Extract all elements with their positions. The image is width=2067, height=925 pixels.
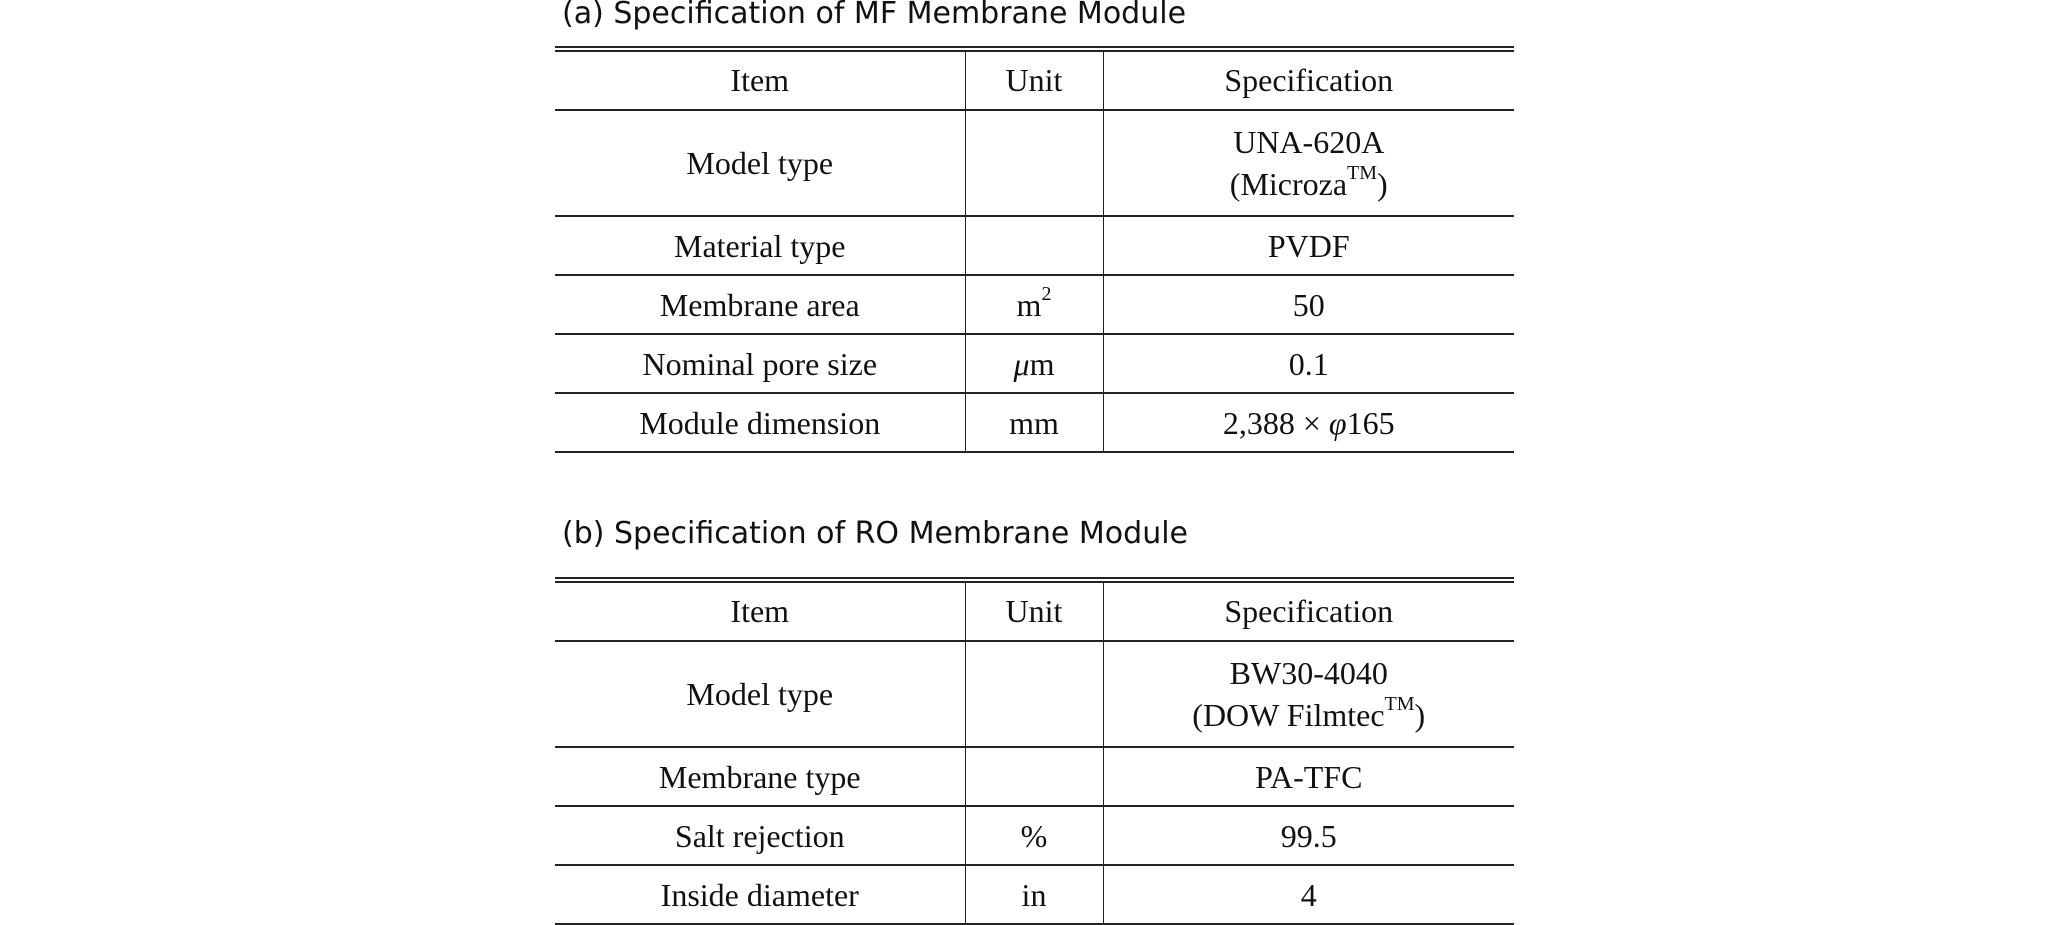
cell-item: Model type: [555, 641, 965, 747]
header-unit: Unit: [965, 49, 1103, 110]
cell-item: Inside diameter: [555, 865, 965, 924]
cell-unit: [965, 216, 1103, 275]
cell-specification: 2,388 × φ165: [1103, 393, 1514, 452]
table-row: [555, 393, 1514, 452]
cell-specification: 50: [1103, 275, 1514, 334]
table-row: [555, 641, 1514, 747]
spec-line-2: (DOW Filmtec™): [1192, 693, 1426, 733]
cell-item: Nominal pore size: [555, 334, 965, 393]
ro-membrane-spec-table: [555, 577, 1514, 925]
cell-unit: in: [965, 865, 1103, 924]
micro-symbol: μ: [1013, 345, 1030, 382]
table-header-row: [555, 49, 1514, 110]
unit-exponent: 2: [1041, 282, 1052, 305]
cell-item: Salt rejection: [555, 806, 965, 865]
table-row: [555, 865, 1514, 924]
table-row: [555, 110, 1514, 216]
cell-specification: PVDF: [1103, 216, 1514, 275]
cell-specification: [1103, 641, 1514, 747]
cell-item: Membrane type: [555, 747, 965, 806]
header-specification: Specification: [1103, 49, 1514, 110]
spec-line-1: UNA-620A: [1233, 124, 1385, 160]
spec-line-2: (Microza™): [1229, 162, 1388, 202]
cell-unit: μm: [965, 334, 1103, 393]
cell-unit: $m^2$: [965, 275, 1103, 334]
cell-unit: [965, 641, 1103, 747]
table-row: [555, 275, 1514, 334]
cell-item: Material type: [555, 216, 965, 275]
cell-specification: PA-TFC: [1103, 747, 1514, 806]
cell-specification: [1103, 110, 1514, 216]
table-row: [555, 216, 1514, 275]
table-b-caption: (b) Specification of RO Membrane Module: [562, 516, 1189, 551]
header-item: Item: [555, 580, 965, 641]
table-row: [555, 334, 1514, 393]
cell-unit: [965, 110, 1103, 216]
trademark-superscript: TM: [1347, 162, 1378, 185]
header-specification: Specification: [1103, 580, 1514, 641]
cell-item: Membrane area: [555, 275, 965, 334]
table-a-caption: (a) Specification of MF Membrane Module: [562, 0, 1187, 31]
trademark-superscript: TM: [1384, 693, 1415, 716]
cell-item: Module dimension: [555, 393, 965, 452]
cell-unit: %: [965, 806, 1103, 865]
spec-line-1: BW30-4040: [1229, 655, 1388, 691]
cell-specification: 99.5: [1103, 806, 1514, 865]
header-item: Item: [555, 49, 965, 110]
table-row: [555, 747, 1514, 806]
cell-item: Model type: [555, 110, 965, 216]
table-header-row: [555, 580, 1514, 641]
mf-membrane-spec-table: [555, 46, 1514, 453]
table-row: [555, 806, 1514, 865]
header-unit: Unit: [965, 580, 1103, 641]
cell-unit: mm: [965, 393, 1103, 452]
cell-specification: 4: [1103, 865, 1514, 924]
cell-unit: [965, 747, 1103, 806]
cell-specification: 0.1: [1103, 334, 1514, 393]
phi-symbol: φ: [1328, 404, 1347, 441]
